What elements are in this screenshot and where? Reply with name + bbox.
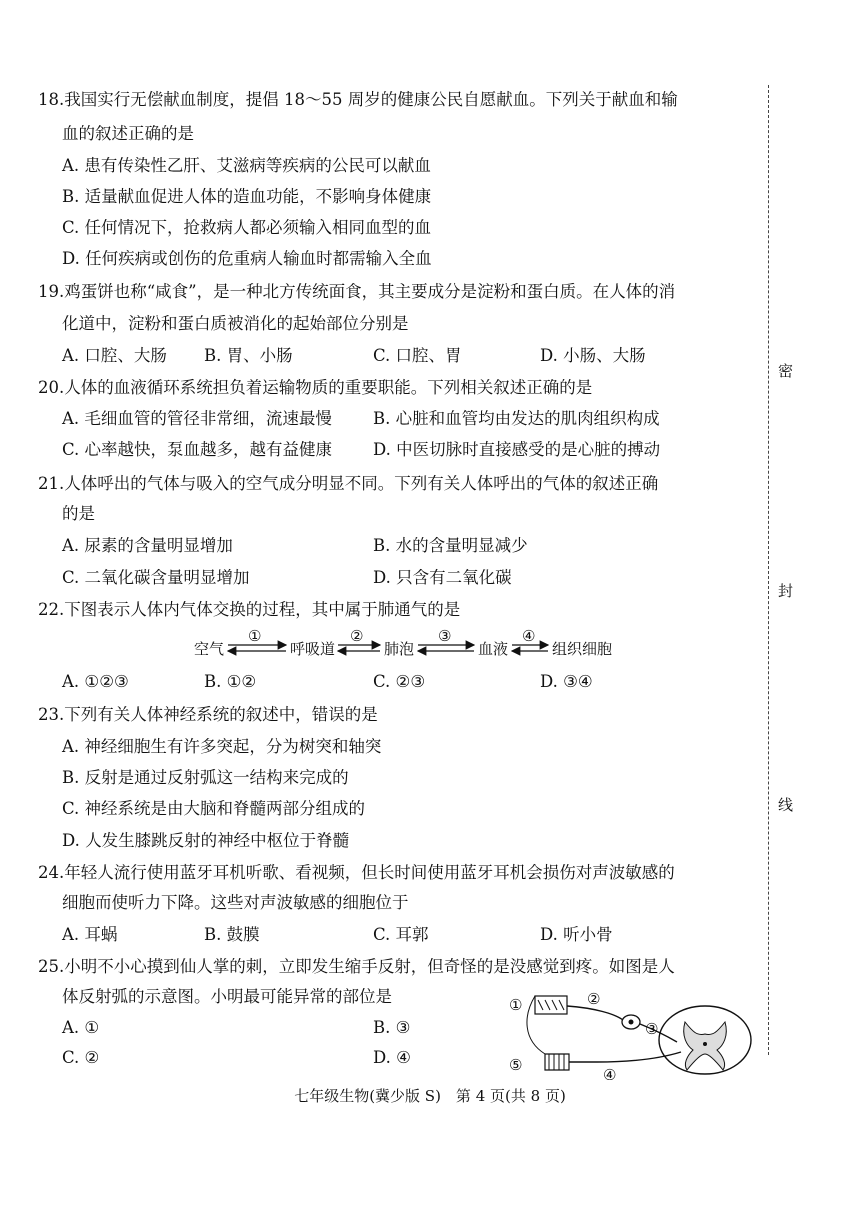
question-23-option-d[interactable]: D. 人发生膝跳反射的神经中枢位于脊髓 [62,831,350,850]
question-24-stem-line2: 细胞而使听力下降。这些对声波敏感的细胞位于 [62,893,409,912]
arrow-label-4: ④ [522,627,536,645]
question-19-option-a[interactable]: A. 口腔、大肠 [62,346,167,365]
node-airway: 呼吸道 [290,640,336,658]
question-24-option-b[interactable]: B. 鼓膜 [204,925,260,944]
reflex-label-3: ③ [645,1020,659,1038]
question-21-stem-line1: 21.人体呼出的气体与吸入的空气成分明显不同。下列有关人体呼出的气体的叙述正确 [38,474,659,493]
binding-mark-xian: 线 [778,790,793,819]
question-24-option-a[interactable]: A. 耳蜗 [62,925,118,944]
question-25-option-d[interactable]: D. ④ [373,1048,411,1067]
question-20-option-d[interactable]: D. 中医切脉时直接感受的是心脏的搏动 [373,440,661,459]
question-20-option-a[interactable]: A. 毛细血管的管径非常细，流速最慢 [62,409,332,428]
question-21-option-d[interactable]: D. 只含有二氧化碳 [373,568,512,587]
question-18-option-b[interactable]: B. 适量献血促进人体的造血功能，不影响身体健康 [62,187,432,206]
question-25-stem-line2: 体反射弧的示意图。小明最可能异常的部位是 [62,987,392,1006]
arrow-label-2: ② [350,627,364,645]
question-19-stem-line2: 化道中，淀粉和蛋白质被消化的起始部位分别是 [62,314,409,333]
node-alveoli: 肺泡 [384,640,415,658]
question-18-option-c[interactable]: C. 任何情况下，抢救病人都必须输入相同血型的血 [62,218,432,237]
reflex-label-5: ⑤ [509,1056,523,1074]
question-20-option-c[interactable]: C. 心率越快，泵血越多，越有益健康 [62,440,333,459]
reflex-label-1: ① [509,996,523,1014]
question-23-option-b[interactable]: B. 反射是通过反射弧这一结构来完成的 [62,768,349,787]
question-23-stem: 23.下列有关人体神经系统的叙述中，错误的是 [38,705,378,724]
question-24-option-c[interactable]: C. 耳郭 [373,925,429,944]
question-24-stem-line1: 24.年轻人流行使用蓝牙耳机听歌、看视频，但长时间使用蓝牙耳机会损伤对声波敏感的 [38,863,675,882]
binding-mark-mi: 密 [778,356,793,385]
question-25-stem-line1: 25.小明不小心摸到仙人掌的刺，立即发生缩手反射，但奇怪的是没感觉到疼。如图是人 [38,957,675,976]
question-23-option-c[interactable]: C. 神经系统是由大脑和脊髓两部分组成的 [62,799,366,818]
question-19-option-d[interactable]: D. 小肠、大肠 [540,346,646,365]
gas-arrow-3 [418,627,474,651]
question-22-stem: 22.下图表示人体内气体交换的过程，其中属于肺通气的是 [38,600,461,619]
question-24-option-d[interactable]: D. 听小骨 [540,925,613,944]
question-23-option-a[interactable]: A. 神经细胞生有许多突起，分为树突和轴突 [62,737,382,756]
reflex-label-4: ④ [603,1066,617,1080]
node-air: 空气 [194,640,225,658]
question-19-option-b[interactable]: B. 胃、小肠 [204,346,293,365]
binding-mark-feng: 封 [778,576,793,605]
reflex-arc-diagram [505,990,760,1080]
question-21-stem-line2: 的是 [62,504,95,523]
question-22-option-a[interactable]: A. ①②③ [62,672,129,691]
question-19-stem-line1: 19.鸡蛋饼也称“咸食”，是一种北方传统面食，其主要成分是淀粉和蛋白质。在人体的消 [38,282,676,301]
question-25-option-c[interactable]: C. ② [62,1048,100,1067]
question-21-option-a[interactable]: A. 尿素的含量明显增加 [62,536,233,555]
page-footer: 七年级生物(冀少版 S) 第 4 页(共 8 页) [294,1087,566,1105]
node-blood: 血液 [478,640,509,658]
gas-exchange-diagram [190,626,650,666]
question-25-option-b[interactable]: B. ③ [373,1018,411,1037]
question-18-option-a[interactable]: A. 患有传染性乙肝、艾滋病等疾病的公民可以献血 [62,156,431,175]
question-21-option-c[interactable]: C. 二氧化碳含量明显增加 [62,568,250,587]
question-18-stem-line1: 18.我国实行无偿献血制度，提倡 18～55 周岁的健康公民自愿献血。下列关于献血和输 [38,90,678,109]
arrow-label-1: ① [248,627,262,645]
gas-arrow-2 [338,627,380,651]
gas-arrow-4 [512,627,548,651]
question-19-option-c[interactable]: C. 口腔、胃 [373,346,462,365]
question-22-option-b[interactable]: B. ①② [204,672,257,691]
question-18-option-d[interactable]: D. 任何疾病或创伤的危重病人输血时都需输入全血 [62,249,432,268]
question-21-option-b[interactable]: B. 水的含量明显减少 [373,536,528,555]
reflex-label-2: ② [587,990,601,1008]
binding-line [768,85,769,1055]
question-22-option-c[interactable]: C. ②③ [373,672,426,691]
question-22-option-d[interactable]: D. ③④ [540,672,593,691]
question-25-option-a[interactable]: A. ① [62,1018,100,1037]
question-20-option-b[interactable]: B. 心脏和血管均由发达的肌肉组织构成 [373,409,660,428]
node-tissue-cell: 组织细胞 [552,640,613,658]
arrow-label-3: ③ [438,627,452,645]
question-20-stem: 20.人体的血液循环系统担负着运输物质的重要职能。下列相关叙述正确的是 [38,378,593,397]
question-18-stem-line2: 血的叙述正确的是 [62,124,194,143]
gas-arrow-1 [228,627,286,651]
